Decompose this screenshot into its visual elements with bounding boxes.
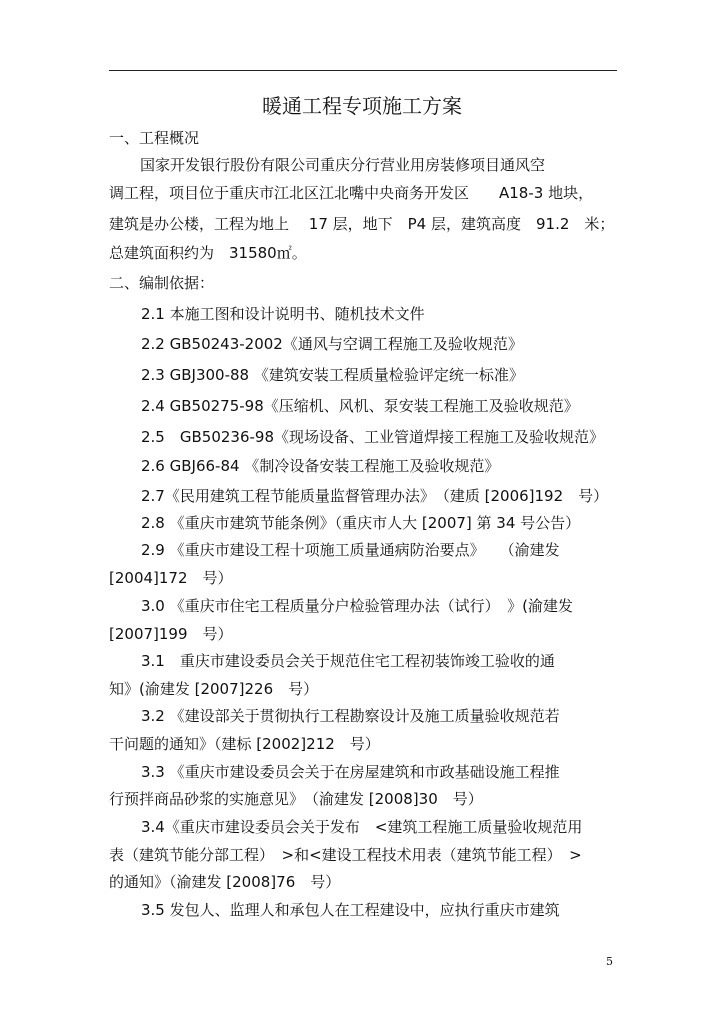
basis-item: 3.4《重庆市建设委员会关于发布 <建筑工程施工质量验收规范用 bbox=[141, 818, 583, 836]
basis-item: 2.5 GB50236-98《现场设备、工业管道焊接工程施工及验收规范》 bbox=[141, 428, 604, 446]
basis-item: 3.2 《建设部关于贯彻执行工程勘察设计及施工质量验收规范若 bbox=[141, 707, 560, 725]
basis-item: 干问题的通知》（建标 [2002]212 号） bbox=[109, 735, 380, 753]
basis-item: 2.1 本施工图和设计说明书、随机技术文件 bbox=[141, 305, 425, 323]
basis-item: 3.1 重庆市建设委员会关于规范住宅工程初装饰竣工验收的通 bbox=[141, 652, 555, 670]
basis-item: [2004]172 号） bbox=[109, 569, 233, 587]
page-number: 5 bbox=[606, 955, 613, 968]
basis-item: 2.7《民用建筑工程节能质量监督管理办法》 （建质 [2006]192 号） bbox=[141, 487, 609, 505]
paragraph-line: 国家开发银行股份有限公司重庆分行营业用房装修项目通风空 bbox=[140, 156, 546, 174]
section-heading-basis: 二、编制依据： bbox=[109, 274, 215, 292]
basis-item: 2.8 《重庆市建筑节能条例》（重庆市人大 [2007] 第 34 号公告） bbox=[141, 514, 581, 532]
basis-item: [2007]199 号） bbox=[109, 625, 233, 643]
basis-item: 2.3 GBJ300-88 《建筑安装工程质量检验评定统一标准》 bbox=[141, 366, 524, 384]
paragraph-line: 调工程，项目位于重庆市江北区江北嘴中央商务开发区 A18-3 地块， bbox=[109, 184, 594, 202]
basis-item: 3.3 《重庆市建设委员会关于在房屋建筑和市政基础设施工程推 bbox=[141, 763, 560, 781]
section-heading-overview: 一、工程概况 bbox=[109, 129, 200, 147]
document-title: 暖通工程专项施工方案 bbox=[262, 94, 462, 118]
basis-item: 2.9 《重庆市建设工程十项施工质量通病防治要点》 （渝建发 bbox=[141, 541, 560, 559]
paragraph-line: 建筑是办公楼，工程为地上 17 层，地下 P4 层，建筑高度 91.2 米； bbox=[109, 215, 615, 233]
basis-item: 2.6 GBJ66-84 《制冷设备安装工程施工及验收规范》 bbox=[141, 457, 500, 475]
basis-item: 知》(渝建发 [2007]226 号） bbox=[109, 680, 319, 698]
paragraph-line: 总建筑面积约为 31580㎡。 bbox=[109, 244, 307, 262]
basis-item: 2.2 GB50243-2002《通风与空调工程施工及验收规范》 bbox=[141, 335, 523, 353]
basis-item: 表（建筑节能分部工程） >和<建设工程技术用表（建筑节能工程） > bbox=[109, 846, 582, 864]
basis-item: 3.0 《重庆市住宅工程质量分户检验管理办法（试行） 》(渝建发 bbox=[141, 597, 573, 615]
basis-item: 的通知》（渝建发 [2008]76 号） bbox=[109, 873, 341, 891]
basis-item: 3.5 发包人、监理人和承包人在工程建设中，应执行重庆市建筑 bbox=[141, 901, 560, 919]
header-rule bbox=[109, 70, 617, 71]
basis-item: 行预拌商品砂浆的实施意见》 （渝建发 [2008]30 号） bbox=[109, 790, 483, 808]
basis-item: 2.4 GB50275-98《压缩机、风机、泵安装工程施工及验收规范》 bbox=[141, 397, 579, 415]
